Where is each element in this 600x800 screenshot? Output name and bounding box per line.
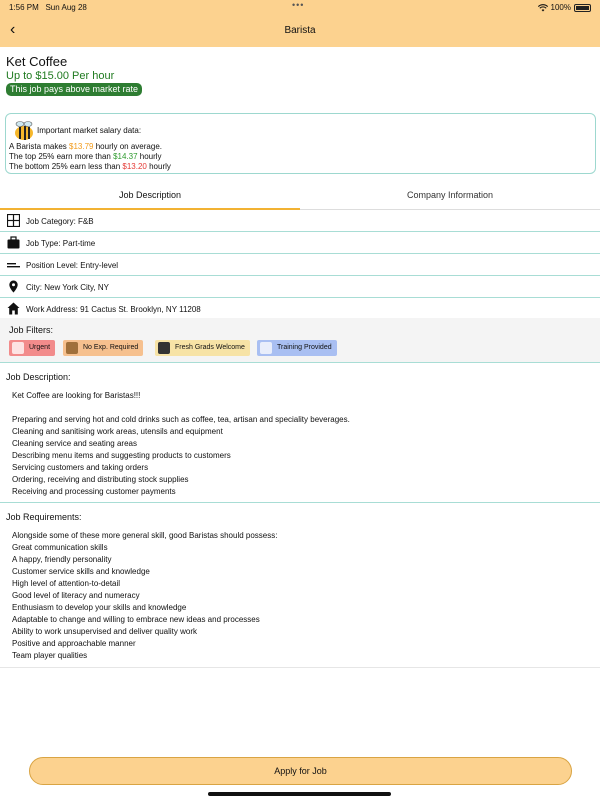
battery-percent: 100% [550,3,571,12]
multitask-dots[interactable]: ••• [292,0,305,10]
market-title: Important market salary data: [37,126,142,135]
job-requirements-section [0,510,600,668]
filter-chip-training: Training Provided [257,340,337,356]
detail-text: City: New York City, NY [26,283,109,292]
level-icon [7,258,20,271]
detail-row-city [0,276,600,298]
grid-icon [7,214,20,227]
requirements-line: Good level of literacy and numeracy [12,591,140,600]
detail-text: Work Address: 91 Cactus St. Brooklyn, NY 11208 [26,305,201,314]
description-line: Cleaning and sanitising work areas, utensils and equipment [12,427,223,436]
description-line: Ket Coffee are looking for Baristas!!! [12,391,141,400]
battery-icon [574,4,591,12]
market-top: The top 25% earn more than $14.37 hourly [9,152,162,161]
description-line: Preparing and serving hot and cold drinks such as coffee, tea, artisan and speciality beverages. [12,415,350,424]
home-icon [7,302,20,315]
training-icon [260,342,272,354]
app-header [0,0,600,47]
requirements-line: A happy, friendly personality [12,555,112,564]
requirements-line: Ability to work unsupervised and deliver quality work [12,627,197,636]
requirements-line: Enthusiasm to develop your skills and knowledge [12,603,187,612]
filter-chip-no-exp: No Exp. Required [63,340,143,356]
detail-text: Job Category: F&B [26,217,94,226]
pay-range: Up to $15.00 Per hour [6,70,115,82]
market-salary-card [5,113,596,174]
status-bar [0,0,600,14]
urgent-icon [12,342,24,354]
no-experience-icon [66,342,78,354]
requirements-line: Customer service skills and knowledge [12,567,150,576]
job-filters [0,318,600,363]
tab-job-description[interactable]: Job Description [118,190,182,200]
detail-text: Job Type: Part-time [26,239,96,248]
market-bottom: The bottom 25% earn less than $13.20 hourly [9,162,171,171]
location-pin-icon [7,280,20,293]
graduation-cap-icon [158,342,170,354]
description-line: Ordering, receiving and distributing stock supplies [12,475,189,484]
tab-bar [0,183,600,210]
detail-row-level [0,254,600,276]
company-name: Ket Coffee [6,54,68,69]
tab-company-information[interactable]: Company Information [406,190,494,200]
status-right [538,3,591,12]
description-line: Describing menu items and suggesting products to customers [12,451,231,460]
requirements-line: Positive and approachable manner [12,639,136,648]
detail-row-type [0,232,600,254]
requirements-line: Adaptable to change and willing to embrace new ideas and processes [12,615,260,624]
back-button[interactable]: ‹ [10,21,16,38]
requirements-line: Alongside some of these more general skill, good Baristas should possess: [12,531,278,540]
market-average: A Barista makes $13.79 hourly on average. [9,142,162,151]
briefcase-icon [7,236,20,249]
page-title: Barista [284,25,316,36]
requirements-heading: Job Requirements: [6,512,82,522]
job-description-section [0,370,600,503]
home-indicator[interactable] [208,792,391,796]
apply-for-job-button[interactable]: Apply for Job [29,757,572,785]
requirements-line: Team player qualities [12,651,88,660]
filter-chip-urgent: Urgent [9,340,55,356]
status-time: 1:56 PM Sun Aug 28 [9,3,87,12]
detail-row-address [0,298,600,320]
wifi-icon [538,4,548,12]
detail-text: Position Level: Entry-level [26,261,119,270]
requirements-line: High level of attention-to-detail [12,579,121,588]
requirements-line: Great communication skills [12,543,108,552]
filter-chip-fresh-grads: Fresh Grads Welcome [155,340,250,356]
filters-label: Job Filters: [9,325,54,335]
above-market-badge: This job pays above market rate [6,83,142,96]
detail-row-category [0,210,600,232]
description-heading: Job Description: [6,372,71,382]
description-line: Servicing customers and taking orders [12,463,149,472]
description-line: Cleaning service and seating areas [12,439,137,448]
description-line: Receiving and processing customer payments [12,487,176,496]
bee-icon [13,120,35,142]
